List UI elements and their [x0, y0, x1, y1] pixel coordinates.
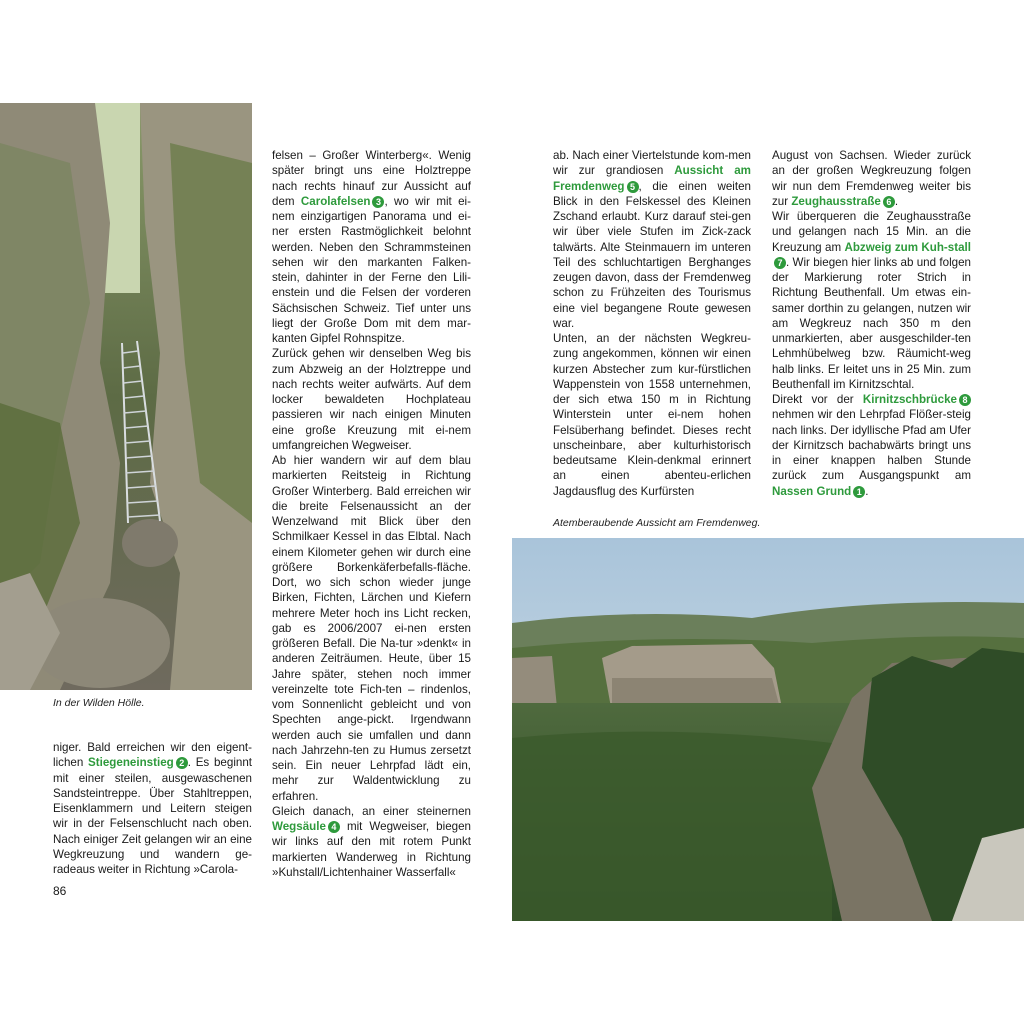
text-column-4 [772, 148, 971, 499]
paragraph: Zurück gehen wir denselben Weg bis zum Abzweig an der Holztreppe und nach rechts weiter aufwärts. Auf dem locker bewaldeten Hochplateau passieren wir nach einigen Minuten eine große Kreuzung mit ei-nem umfangreichen Wegweiser. [272, 347, 471, 452]
waypoint-aussicht-am-fremdenweg: Aussicht am Fremdenweg [553, 164, 751, 193]
paragraph: niger. Bald erreichen wir den eigent-lichen Stiegeneinstieg 2 . Es beginnt mit einer steilen, ausgewaschenen Sandsteintreppe. Über Stahltreppen, Eisenklammern und Leitern steigen wir in der Felsenschlucht nach oben. Nach einiger Zeit gelangen wir an eine Wegkreuzung und wandern ge-radeaus weiter in Richtung »Carola- [53, 741, 253, 876]
waypoint-number-badge: 2 [176, 757, 188, 769]
waypoint-number-badge: 5 [627, 181, 639, 193]
paragraph: Unten, an der nächsten Wegkreu-zung angekommen, können wir einen kurzen Abstecher zum kur-fürstlichen Wappenstein von 1558 unternehmen, der sich etwa 150 m in Richtung Winterstein unter ei-nem hohen Felsüberhang befindet. Dieses recht unscheinbare, aber kulturhistorisch bedeutsame Klein-denkmal erinnert an einen abenteu-erlichen Jagdausflug des Kurfürsten [553, 332, 751, 498]
waypoint-number-badge: 1 [853, 486, 865, 498]
waypoint-carolafelsen: Carolafelsen [300, 194, 371, 208]
forest-panorama-image [512, 538, 1024, 921]
waypoint-stiegeneinstieg: Stiegeneinstieg [88, 756, 174, 770]
paragraph: Ab hier wandern wir auf dem blau markierten Reitsteig in Richtung Großer Winterberg. Bald erreichen wir die breite Felsenaussicht an der Wenzelwand mit Blick über den Schmilkaer Kessel in das Elbtal. Nach einem Kilometer gehen wir durch eine größere Borkenkäferbefalls-fläche. Dort, wo sich schon wieder junge Birken, Fichten, Lärchen und Kiefern mehrere Meter hoch ins Licht recken, gab es 2006/2007 ei-nen ersten größeren Befall. Die Na-tur »denkt« in anderen Zeiträumen. Heute, über 15 Jahre später, stehen noch immer vereinzelte tote Fich-ten – rindenlos, vom Sonnenlicht gebleicht und von Spechten ange-pickt. Irgendwann werden auch sie umfallen und dann nach Jahrzehn-ten zu Humus zersetzt sein. Ein neuer Lehrpfad lädt ein, mehr zur Waldentwicklung zu erfahren. [272, 454, 471, 803]
text-column-2 [272, 148, 471, 880]
waypoint-number-badge: 3 [372, 196, 384, 208]
text-column-1 [53, 740, 252, 877]
caption-left: In der Wilden Hölle. [53, 697, 145, 709]
paragraph: August von Sachsen. Wieder zurück an der großen Wegkreuzung folgen wir nun dem Fremdenweg weiter bis zur Zeughausstraße 6 . [772, 149, 971, 208]
caption-right: Atemberaubende Aussicht am Fremdenweg. [553, 517, 761, 529]
paragraph: ab. Nach einer Viertelstunde kom-men wir zur grandiosen Aussicht am Fremdenweg 5 , die einen weiten Blick in den Felskessel des Kleinen Zschand erlaubt. Kurz darauf stei-gen wir über viele Stufen im Zick-zack talwärts. Alte Steinmauern im unteren Teil des schluchtartigen Berghanges zeugen davon, dass der Fremdenweg schon zu Frühzeiten des Tourismus eine viel begangene Route gewesen war. [553, 149, 751, 330]
paragraph: Direkt vor der Kirnitzschbrücke 8 nehmen wir den Lehrpfad Flößer-steig nach links. Der idyllische Pfad am Ufer der Kirnitzsch bachabwärts bringt uns in einer knappen halben Stunde zurück zum Ausgangspunkt am Nassen Grund 1 . [772, 393, 971, 498]
waypoint-number-badge: 6 [883, 196, 895, 208]
paragraph: Wir überqueren die Zeughausstraße und gelangen nach 15 Min. an die Kreuzung am Abzweig zum Kuh-stall7 . Wir biegen hier links ab und folgen der Markierung roter Strich in Richtung Beuthenfall. Um etwas ein-samer dorthin zu gelangen, nutzen wir am Wegkreuz nach 350 m den unmarkierten, aber ausgeschilder-ten Lehmhübelweg bzw. Räumicht-weg halb links. Er leitet uns in 25 Min. zum Beuthenfall im Kirnitzschtal. [772, 210, 971, 391]
waypoint-abzweig-zum-kuhstall: Abzweig zum Kuh-stall [844, 240, 971, 254]
gorge-ladder-image [0, 103, 252, 690]
photo-fremdenweg-view [512, 538, 1024, 921]
waypoint-nassen-grund: Nassen Grund [772, 484, 852, 498]
page-number: 86 [53, 884, 67, 898]
paragraph: felsen – Großer Winterberg«. Wenig später bringt uns eine Holztreppe nach rechts hinauf zur Aussicht auf dem Carolafelsen 3 , wo wir mit ei-nem einzigartigen Panorama und ei-ner ersten Rastmöglichkeit belohnt werden. Neben den Schrammsteinen sehen wir den markanten Falken-stein, dahinter in der Ferne den Lili-enstein und die Felsen der vorderen Sächsischen Schweiz. Tief unter uns liegt der Große Dom mit dem mar-kanten Gipfel Rohnspitze. [272, 149, 471, 345]
waypoint-number-badge: 4 [328, 821, 340, 833]
photo-wilde-hoelle [0, 103, 252, 690]
text-column-3 [553, 148, 751, 499]
paragraph: Gleich danach, an einer steinernen Wegsäule 4 mit Wegweiser, biegen wir links auf den mit rotem Punkt markierten Wanderweg in Richtung »Kuhstall/Lichtenhainer Wasserfall« [272, 804, 471, 879]
waypoint-number-badge: 8 [959, 394, 971, 406]
waypoint-number-badge: 7 [774, 257, 786, 269]
waypoint-kirnitzschbruecke: Kirnitzschbrücke [862, 393, 957, 406]
waypoint-wegsaeule: Wegsäule [272, 820, 326, 833]
waypoint-zeughausstrasse: Zeughausstraße [791, 194, 881, 208]
